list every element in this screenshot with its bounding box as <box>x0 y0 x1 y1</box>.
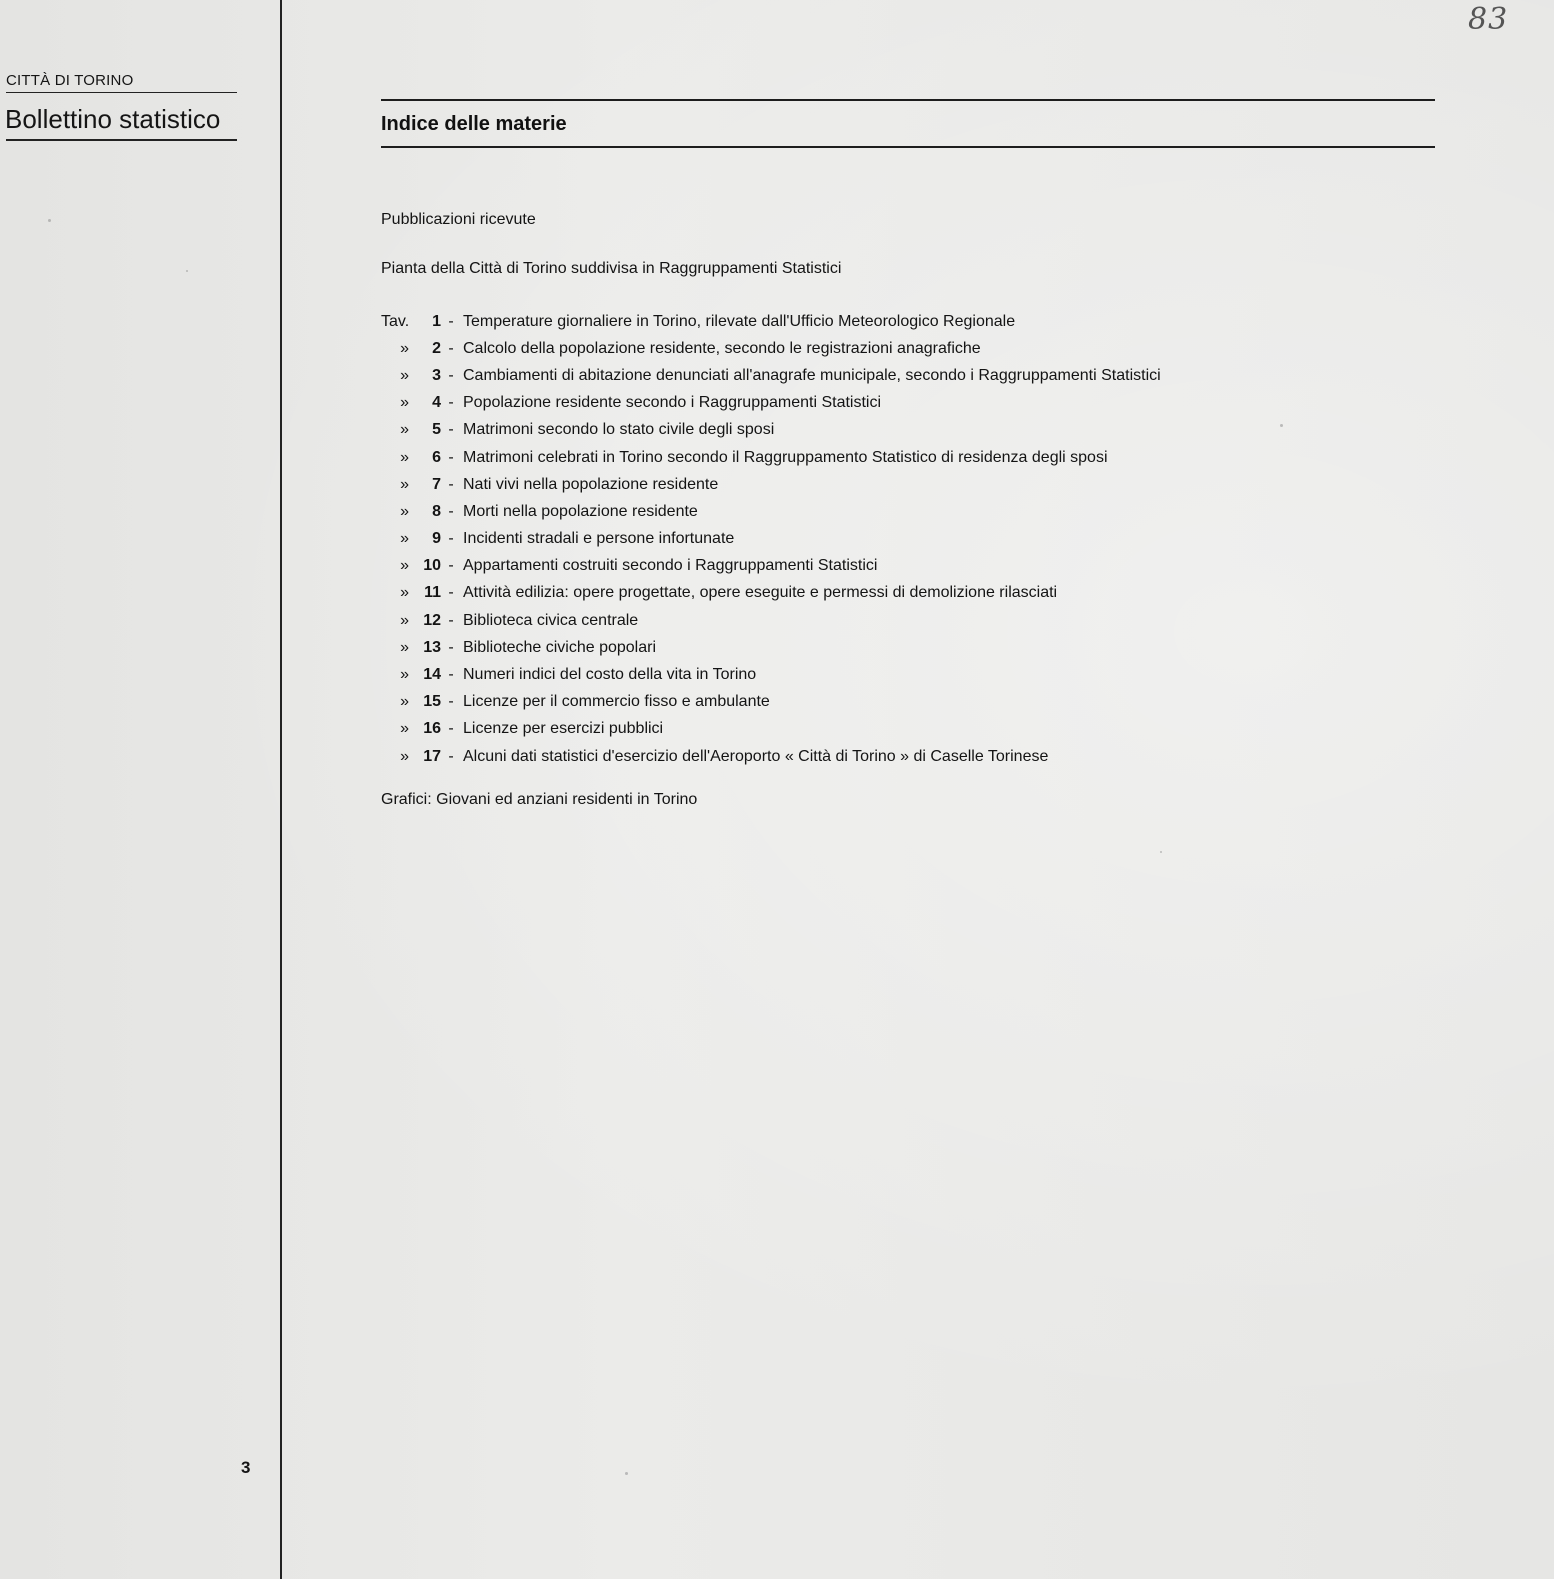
toc-prefix-ditto: » <box>400 611 409 629</box>
entry-city-map: Pianta della Città di Torino suddivisa in Raggruppamenti Statistici <box>381 260 842 277</box>
toc-title: Incidenti stradali e persone infortunate <box>463 530 735 548</box>
toc-separator: - <box>448 638 454 656</box>
toc-separator: - <box>448 339 454 357</box>
toc-separator: - <box>448 394 454 412</box>
toc-number: 7 <box>432 475 441 493</box>
toc-prefix-ditto: » <box>400 394 409 412</box>
toc-row <box>381 471 1381 498</box>
toc-row <box>381 607 1381 634</box>
header-rule-top <box>381 99 1435 101</box>
city-rule <box>6 92 237 93</box>
page-title: Indice delle materie <box>381 113 567 135</box>
toc-prefix-ditto: » <box>400 666 409 684</box>
toc-title: Cambiamenti di abitazione denunciati all'anagrafe municipale, secondo i Raggruppamenti Statistici <box>463 366 1161 384</box>
toc-separator: - <box>448 502 454 520</box>
toc-number: 17 <box>423 747 441 765</box>
toc-row <box>381 716 1381 743</box>
toc-number: 15 <box>423 693 441 711</box>
toc-separator: - <box>448 666 454 684</box>
toc-number: 8 <box>432 502 441 520</box>
toc-row <box>381 580 1381 607</box>
toc-row <box>381 335 1381 362</box>
toc-title: Numeri indici del costo della vita in Torino <box>463 666 757 684</box>
toc-row <box>381 362 1381 389</box>
publication-title: Bollettino statistico <box>5 104 221 134</box>
toc-separator: - <box>448 421 454 439</box>
toc-row <box>381 498 1381 525</box>
toc-title: Licenze per esercizi pubblici <box>463 720 664 738</box>
toc-prefix-ditto: » <box>400 475 409 493</box>
toc-title: Calcolo della popolazione residente, secondo le registrazioni anagrafiche <box>463 339 981 357</box>
toc-separator: - <box>448 366 454 384</box>
toc-separator: - <box>448 747 454 765</box>
toc-separator: - <box>448 312 454 330</box>
toc-prefix-ditto: » <box>400 366 409 384</box>
toc-prefix-ditto: » <box>400 747 409 765</box>
toc-title: Licenze per il commercio fisso e ambulante <box>463 693 770 711</box>
toc-number: 16 <box>423 720 441 738</box>
toc-title: Matrimoni celebrati in Torino secondo il Raggruppamento Statistico di residenza degli sposi <box>463 448 1108 466</box>
toc-title: Attività edilizia: opere progettate, opere eseguite e permessi di demolizione rilasciati <box>463 584 1058 602</box>
toc-separator: - <box>448 693 454 711</box>
toc-row <box>381 743 1381 770</box>
paper-speck <box>48 219 51 222</box>
entry-charts: Grafici: Giovani ed anziani residenti in Torino <box>381 791 698 808</box>
toc-separator: - <box>448 475 454 493</box>
toc-row <box>381 308 1381 335</box>
toc-number: 12 <box>423 611 441 629</box>
city-label: CITTÀ DI TORINO <box>6 72 134 89</box>
toc-title: Matrimoni secondo lo stato civile degli sposi <box>463 421 775 439</box>
handwritten-archive-number: 83 <box>1468 2 1509 37</box>
toc-prefix-ditto: » <box>400 557 409 575</box>
toc-row <box>381 634 1381 661</box>
toc-number: 1 <box>432 312 441 330</box>
paper-speck <box>186 270 188 272</box>
sidebar-divider <box>280 0 282 1579</box>
paper-speck <box>625 1472 628 1475</box>
toc-prefix-ditto: » <box>400 693 409 711</box>
toc-separator: - <box>448 557 454 575</box>
tables-list <box>381 308 1381 770</box>
toc-separator: - <box>448 584 454 602</box>
toc-number: 4 <box>432 394 441 412</box>
toc-separator: - <box>448 611 454 629</box>
toc-separator: - <box>448 720 454 738</box>
toc-title: Nati vivi nella popolazione residente <box>463 475 719 493</box>
toc-prefix-ditto: » <box>400 421 409 439</box>
toc-number: 9 <box>432 530 441 548</box>
toc-title: Popolazione residente secondo i Raggruppamenti Statistici <box>463 394 882 412</box>
toc-title: Temperature giornaliere in Torino, rilevate dall'Ufficio Meteorologico Regionale <box>463 312 1016 330</box>
toc-title: Appartamenti costruiti secondo i Raggruppamenti Statistici <box>463 557 878 575</box>
toc-prefix-ditto: » <box>400 339 409 357</box>
paper-speck <box>1160 851 1162 853</box>
toc-prefix-ditto: » <box>400 584 409 602</box>
toc-prefix-ditto: » <box>400 502 409 520</box>
toc-prefix-tav: Tav. <box>381 312 410 330</box>
toc-row <box>381 553 1381 580</box>
toc-prefix-ditto: » <box>400 530 409 548</box>
toc-row <box>381 390 1381 417</box>
toc-title: Morti nella popolazione residente <box>463 502 698 520</box>
toc-prefix-ditto: » <box>400 448 409 466</box>
toc-separator: - <box>448 530 454 548</box>
toc-number: 10 <box>423 557 441 575</box>
toc-number: 3 <box>432 366 441 384</box>
toc-row <box>381 444 1381 471</box>
toc-number: 14 <box>423 666 441 684</box>
toc-number: 13 <box>423 638 441 656</box>
toc-row <box>381 526 1381 553</box>
toc-row <box>381 689 1381 716</box>
toc-row <box>381 417 1381 444</box>
publication-rule <box>6 139 237 141</box>
toc-title: Biblioteche civiche popolari <box>463 638 656 656</box>
toc-prefix-ditto: » <box>400 720 409 738</box>
toc-prefix-ditto: » <box>400 638 409 656</box>
paper-speck <box>1280 424 1283 427</box>
toc-number: 5 <box>432 421 441 439</box>
toc-number: 11 <box>424 584 441 602</box>
toc-row <box>381 661 1381 688</box>
toc-number: 2 <box>432 339 441 357</box>
page-number: 3 <box>241 1458 251 1477</box>
entry-received-publications: Pubblicazioni ricevute <box>381 211 536 228</box>
toc-title: Biblioteca civica centrale <box>463 611 639 629</box>
header-rule-bottom <box>381 146 1435 148</box>
toc-separator: - <box>448 448 454 466</box>
toc-title: Alcuni dati statistici d'esercizio dell'Aeroporto « Città di Torino » di Caselle Torinese <box>463 747 1049 765</box>
toc-number: 6 <box>432 448 441 466</box>
